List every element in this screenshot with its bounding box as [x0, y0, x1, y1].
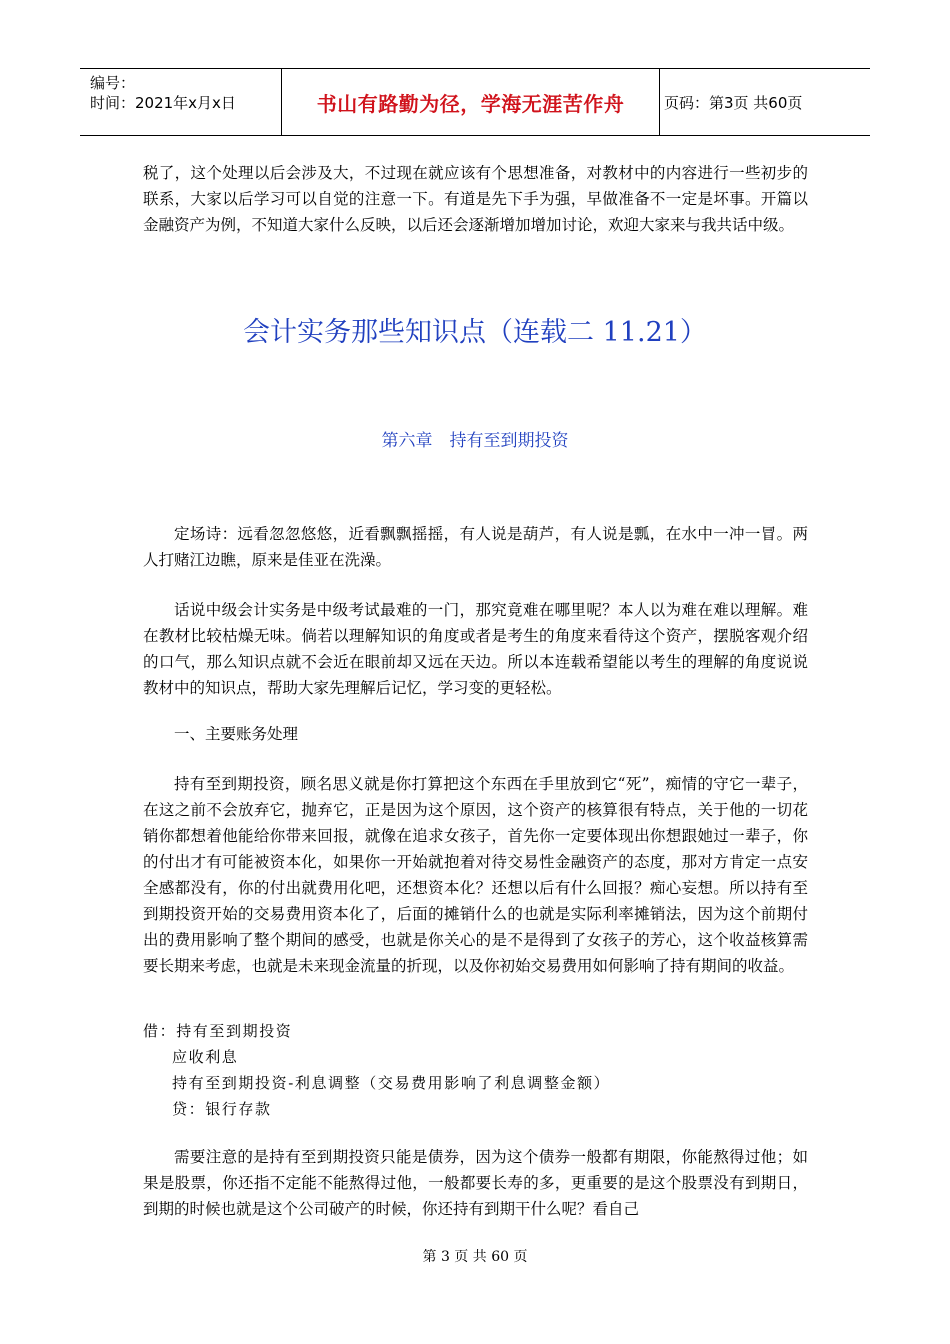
paragraph-text: 需要注意的是持有至到期投资只能是债券，因为这个债券一般都有期限，你能熬得过他；如果是股票，你还指不定能不能熬得过他，一般都要长寿的多，更重要的是这个股票没有到期日，到期的时候也就是这个公司破产的时候，你还持有到期干什么呢？看自己	[143, 1148, 808, 1218]
header-page-info: 页码：第3页 共60页	[664, 93, 803, 112]
intro-paragraph	[143, 160, 808, 238]
journal-credit-line: 贷：银行存款	[172, 1100, 272, 1118]
article-title: 会计实务那些知识点（连载二 11.21）	[243, 317, 707, 348]
paragraph-text: 话说中级会计实务是中级考试最难的一门，那究竟难在哪里呢？本人以为难在难以理解。难在教材比较枯燥无味。倘若以理解知识的角度或者是考生的角度来看待这个资产，摆脱客观介绍的口气，那么知识点就不会近在眼前却又远在天边。所以本连载希望能以考生的理解的角度说说教材中的知识点，帮助大家先理解后记忆，学习变的更轻松。	[143, 601, 808, 697]
paragraph-text: 定场诗：远看忽忽悠悠，近看飘飘摇摇，有人说是葫芦，有人说是瓢，在水中一冲一冒。两人打赌江边瞧，原来是佳亚在洗澡。	[143, 525, 808, 569]
intro-text: 税了，这个处理以后会涉及大，不过现在就应该有个思想准备，对教材中的内容进行一些初步的联系，大家以后学习可以自觉的注意一下。有道是先下手为强，早做准备不一定是坏事。开篇以金融资产为例，不知道大家什么反映，以后还会逐渐增加增加讨论，欢迎大家来与我共话中级。	[143, 164, 808, 234]
section-heading-text: 一、主要账务处理	[174, 725, 299, 743]
paragraph-note	[143, 1144, 808, 1222]
page-header	[80, 68, 870, 136]
document-date: 时间：2021年x月x日	[90, 94, 236, 112]
section-heading	[143, 721, 808, 747]
paragraph-poem	[143, 521, 808, 573]
paragraph-difficulty	[143, 597, 808, 701]
journal-debit-line: 借：持有至到期投资	[143, 1022, 293, 1040]
journal-entry	[143, 1018, 808, 1122]
page-footer: 第 3 页 共 60 页	[422, 1249, 528, 1265]
paragraph-text: 持有至到期投资，顾名思义就是你打算把这个东西在手里放到它“死”，痴情的守它一辈子，在这之前不会放弃它，抛弃它，正是因为这个原因，这个资产的核算很有特点，关于他的一切花销你都想着他能给你带来回报，就像在追求女孩子，首先你一定要体现出你想跟她过一辈子，你的付出才有可能被资本化，如果你一开始就抱着对待交易性金融资产的态度，那对方肯定一点安全感都没有，你的付出就费用化吧，还想资本化？还想以后有什么回报？痴心妄想。所以持有至到期投资开始的交易费用资本化了，后面的摊销什么的也就是实际利率摊销法，因为这个前期付出的费用影响了整个期间的感受，也就是你关心的是不是得到了女孩子的芳心，这个收益核算需要长期来考虑，也就是未来现金流量的折现，以及你初始交易费用如何影响了持有期间的收益。	[143, 775, 808, 975]
header-meta	[80, 69, 282, 135]
header-motto: 书山有路勤为径，学海无涯苦作舟	[282, 69, 660, 135]
document-number-label: 编号：	[90, 74, 136, 92]
chapter-heading: 第六章 持有至到期投资	[381, 431, 569, 451]
journal-line: 应收利息	[172, 1048, 239, 1066]
journal-line: 持有至到期投资-利息调整（交易费用影响了利息调整金额）	[172, 1074, 611, 1092]
paragraph-explanation	[143, 771, 808, 979]
